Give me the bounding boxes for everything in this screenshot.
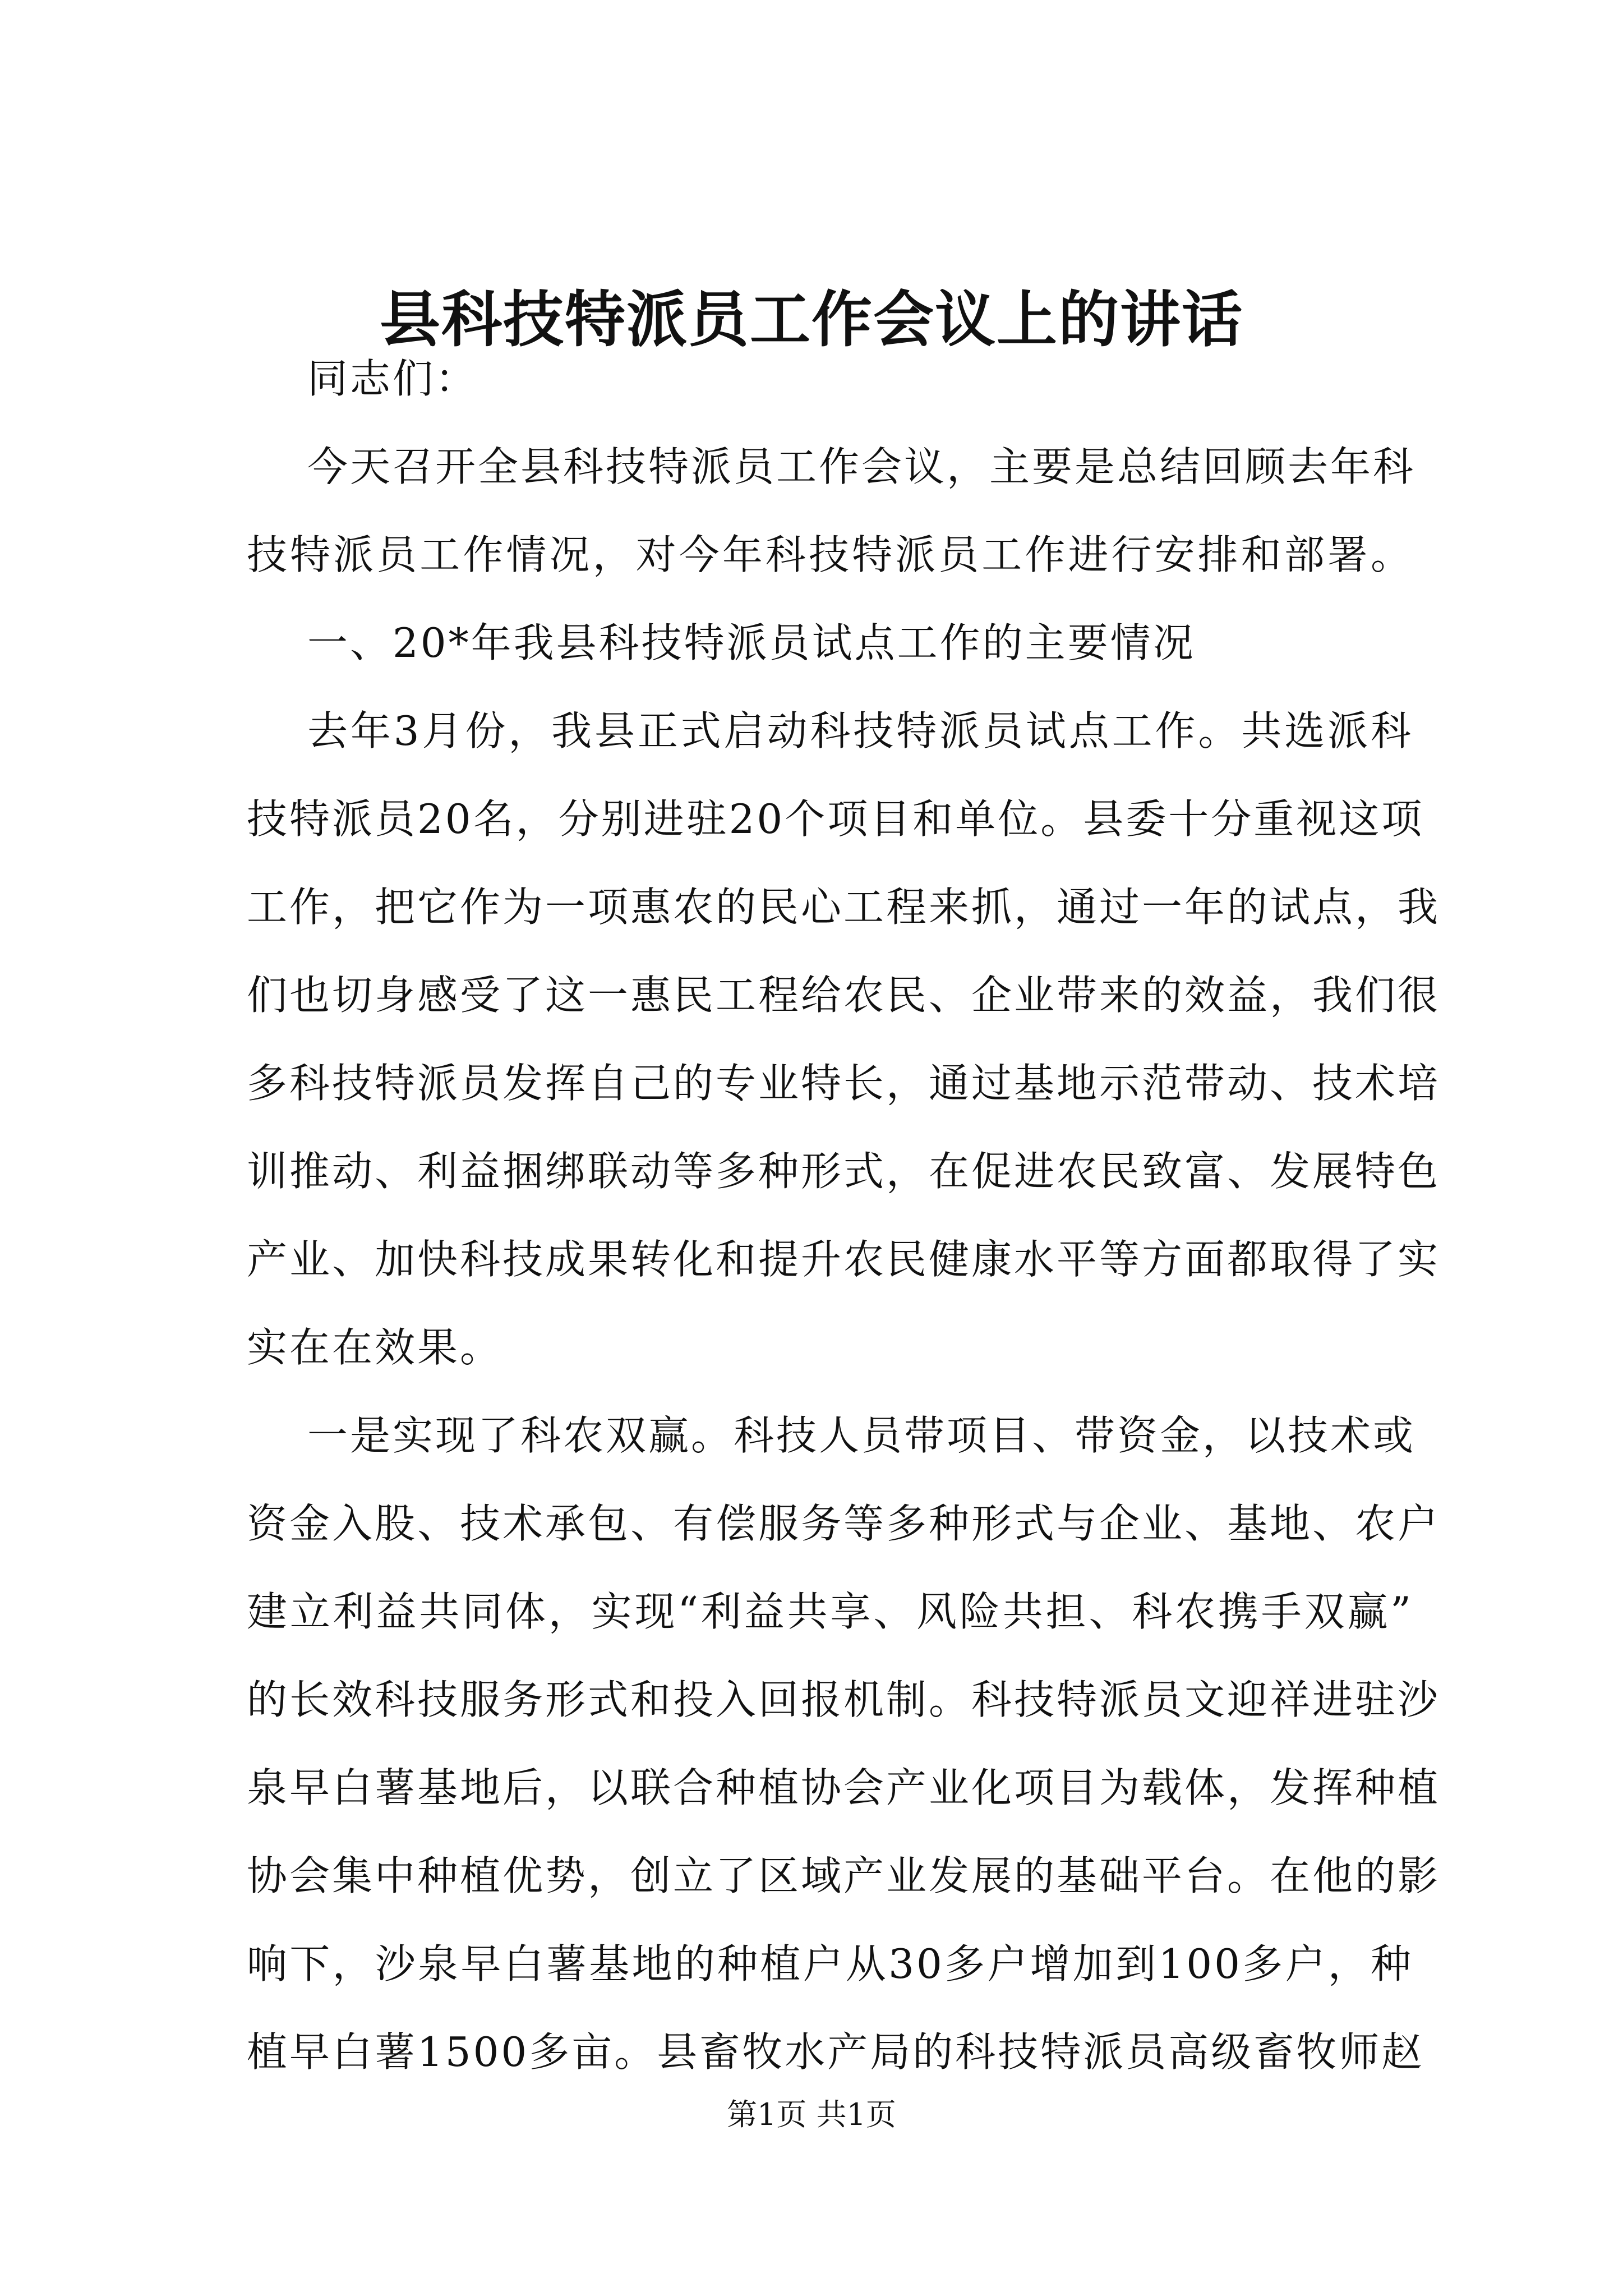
paragraph-line: 协会集中种植优势，创立了区域产业发展的基础平台。在他的影 [247,1852,1441,1899]
document-title: 县科技特派员工作会议上的讲话 [379,284,1243,355]
paragraph-line: 去年3月份，我县正式启动科技特派员试点工作。共选派科 [307,707,1413,754]
paragraph-line: 资金入股、技术承包、有偿服务等多种形式与企业、基地、农户 [247,1500,1441,1547]
paragraph-line: 建立利益共同体，实现“利益共享、风险共担、科农携手双赢” [247,1588,1413,1635]
paragraph-line: 技特派员20名，分别进驻20个项目和单位。县委十分重视这项 [247,795,1424,843]
section-heading: 一、20*年我县科技特派员试点工作的主要情况 [307,619,1196,666]
paragraph-line: 泉早白薯基地后，以联合种植协会产业化项目为载体，发挥种植 [247,1764,1441,1811]
paragraph-line: 一是实现了科农双赢。科技人员带项目、带资金，以技术或 [307,1412,1416,1459]
paragraph-line: 产业、加快科技成果转化和提升农民健康水平等方面都取得了实 [247,1236,1441,1283]
paragraph-line: 实在在效果。 [247,1324,503,1371]
paragraph-line: 训推动、利益捆绑联动等多种形式，在促进农民致富、发展特色 [247,1148,1441,1195]
paragraph-line: 多科技特派员发挥自己的专业特长，通过基地示范带动、技术培 [247,1060,1441,1107]
paragraph-line: 们也切身感受了这一惠民工程给农民、企业带来的效益，我们很 [247,972,1441,1019]
page-footer: 第1页 共1页 [727,2097,896,2132]
paragraph-line: 的长效科技服务形式和投入回报机制。科技特派员文迎祥进驻沙 [247,1676,1441,1723]
paragraph-line: 技特派员工作情况，对今年科技特派员工作进行安排和部署。 [247,531,1413,578]
salutation-line: 同志们： [307,355,478,402]
paragraph-line: 工作，把它作为一项惠农的民心工程来抓，通过一年的试点，我 [247,884,1441,931]
paragraph-line: 植早白薯1500多亩。县畜牧水产局的科技特派员高级畜牧师赵 [247,2028,1424,2076]
paragraph-line: 响下，沙泉早白薯基地的种植户从30多户增加到100多户，种 [247,1940,1413,1987]
paragraph-line: 今天召开全县科技特派员工作会议，主要是总结回顾去年科 [307,443,1416,490]
